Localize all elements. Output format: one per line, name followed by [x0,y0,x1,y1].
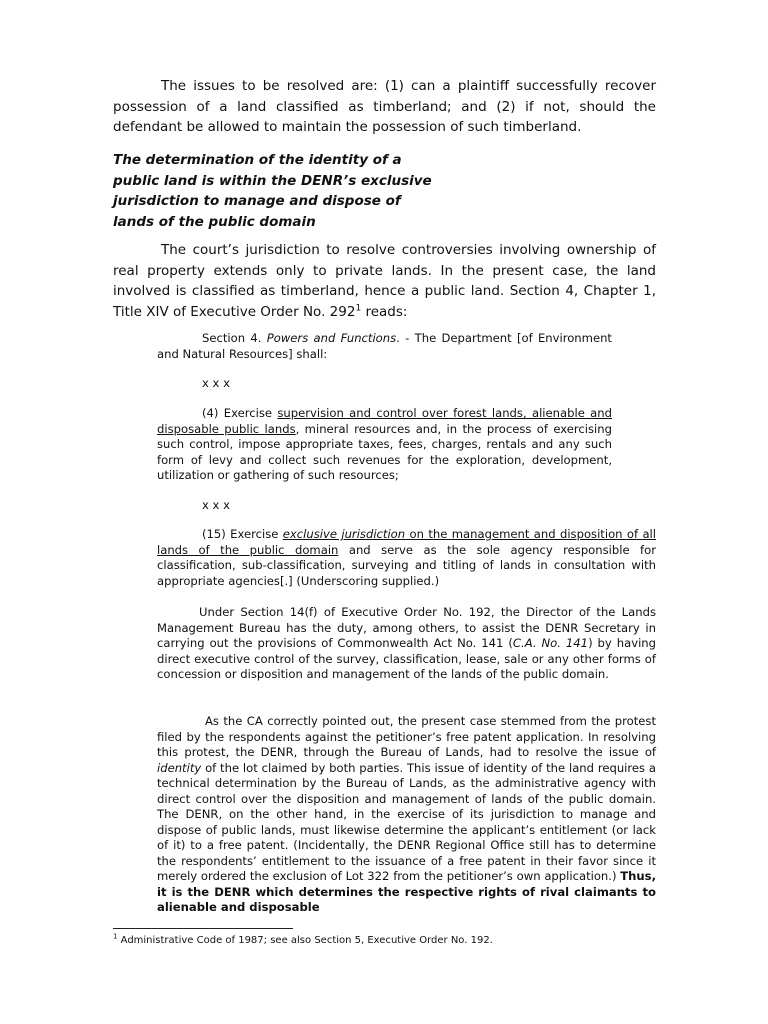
ca-paragraph-before: As the CA correctly pointed out, the present case stemmed from the protest filed by the respondents against the petitioner’s free patent application. In resolving this protest, the DENR, through the Bureau of Lands, had to resolve the issue of [157,714,656,759]
jurisdiction-paragraph [113,240,656,322]
item-4-rest: , mineral resources and, in the process of exercising such control, impose appropriate taxes, fees, charges, rentals and any such form of levy and collect such revenues for the exploration, development, utilization or gathering of such resources; [157,421,612,482]
quote-section-4-title: Powers and Functions [266,331,397,345]
section-heading: The determination of the identity of a public land is within the DENR’s exclusive jurisdiction to manage and dispose of lands of the public domain [113,152,432,230]
quote-section-4 [157,331,612,362]
omission-marker: x x x [202,498,230,512]
ca-paragraph-bold: Thus, it is the DENR which determines the respective rights of rival claimants to alienable and disposable [157,869,656,914]
ca-paragraph-middle: of the lot claimed by both parties. This issue of identity of the land requires a technical determination by the Bureau of Lands, as the administrative agency with direct control over the disposition and management of lands of the public domain. The DENR, on the other hand, in the exercise of its jurisdiction to manage and dispose of public lands, must likewise determine the applicant’s entitlement (or lack of it) to a free patent. (Incidentally, the DENR Regional Office still has to determine the respondents’ entitlement to the issuance of a free patent in their favor since it merely ordered the exclusion of Lot 322 from the petitioner’s own application.) [157,760,656,883]
intro-paragraph: The issues to be resolved are: (1) can a plaintiff successfully recover possession of a land classified as timberland; and (2) if not, should the defendant be allowed to maintain the possession of such timberland. [113,78,656,135]
item-4-underlined: supervision and control over forest lands, alienable and disposable public lands [157,406,612,436]
item-15-underlined: on the management and disposition of all lands of the public domain [157,527,656,557]
footnote-reference: 1 [355,303,362,313]
item-15-lead: (15) Exercise [202,527,283,541]
quote-item-4 [157,406,612,484]
section-14-after: ) by having direct executive control of the survey, classification, lease, sale or any other forms of concession or disposition and management of the lands of the public domain. [157,636,656,681]
omission-marker: x x x [202,376,230,390]
item-15-rest: and serve as the sole agency responsible for classification, sub-classification, surveying and titling of lands in consultation with appropriate agencies[.] (Underscoring supplied.) [157,542,656,588]
jurisdiction-tail: reads: [361,303,408,320]
footnote-text: Administrative Code of 1987; see also Section 5, Executive Order No. 192. [117,935,493,946]
quote-section-4-rest: . - The Department [of Environment and Natural Resources] shall: [157,331,612,361]
footnote [113,934,673,947]
footnote-divider [113,928,293,929]
section-14-ca-141: C.A. No. 141 [512,636,589,650]
quote-item-15 [157,527,656,589]
ca-paragraph-identity: identity [157,760,202,775]
jurisdiction-text: The court’s jurisdiction to resolve controversies involving ownership of real property extends only to private lands. In the present case, the land involved is classified as timberland, hence a public land. Section 4, Chapter 1, Title XIV of Executive Order No. 292 [113,242,656,320]
quote-section-4-lead: Section 4. [202,331,267,345]
footnote-marker: 1 [113,932,118,941]
item-15-exclusive-jurisdiction: exclusive jurisdiction [282,527,406,541]
section-14-paragraph [157,605,656,683]
section-14-before: Under Section 14(f) of Executive Order No. 192, the Director of the Lands Management Bureau has the duty, among others, to assist the DENR Secretary in carrying out the provisions of Commonwealth Act No. 141 ( [157,605,656,650]
ca-paragraph [157,714,656,916]
item-4-lead: (4) Exercise [202,406,278,420]
